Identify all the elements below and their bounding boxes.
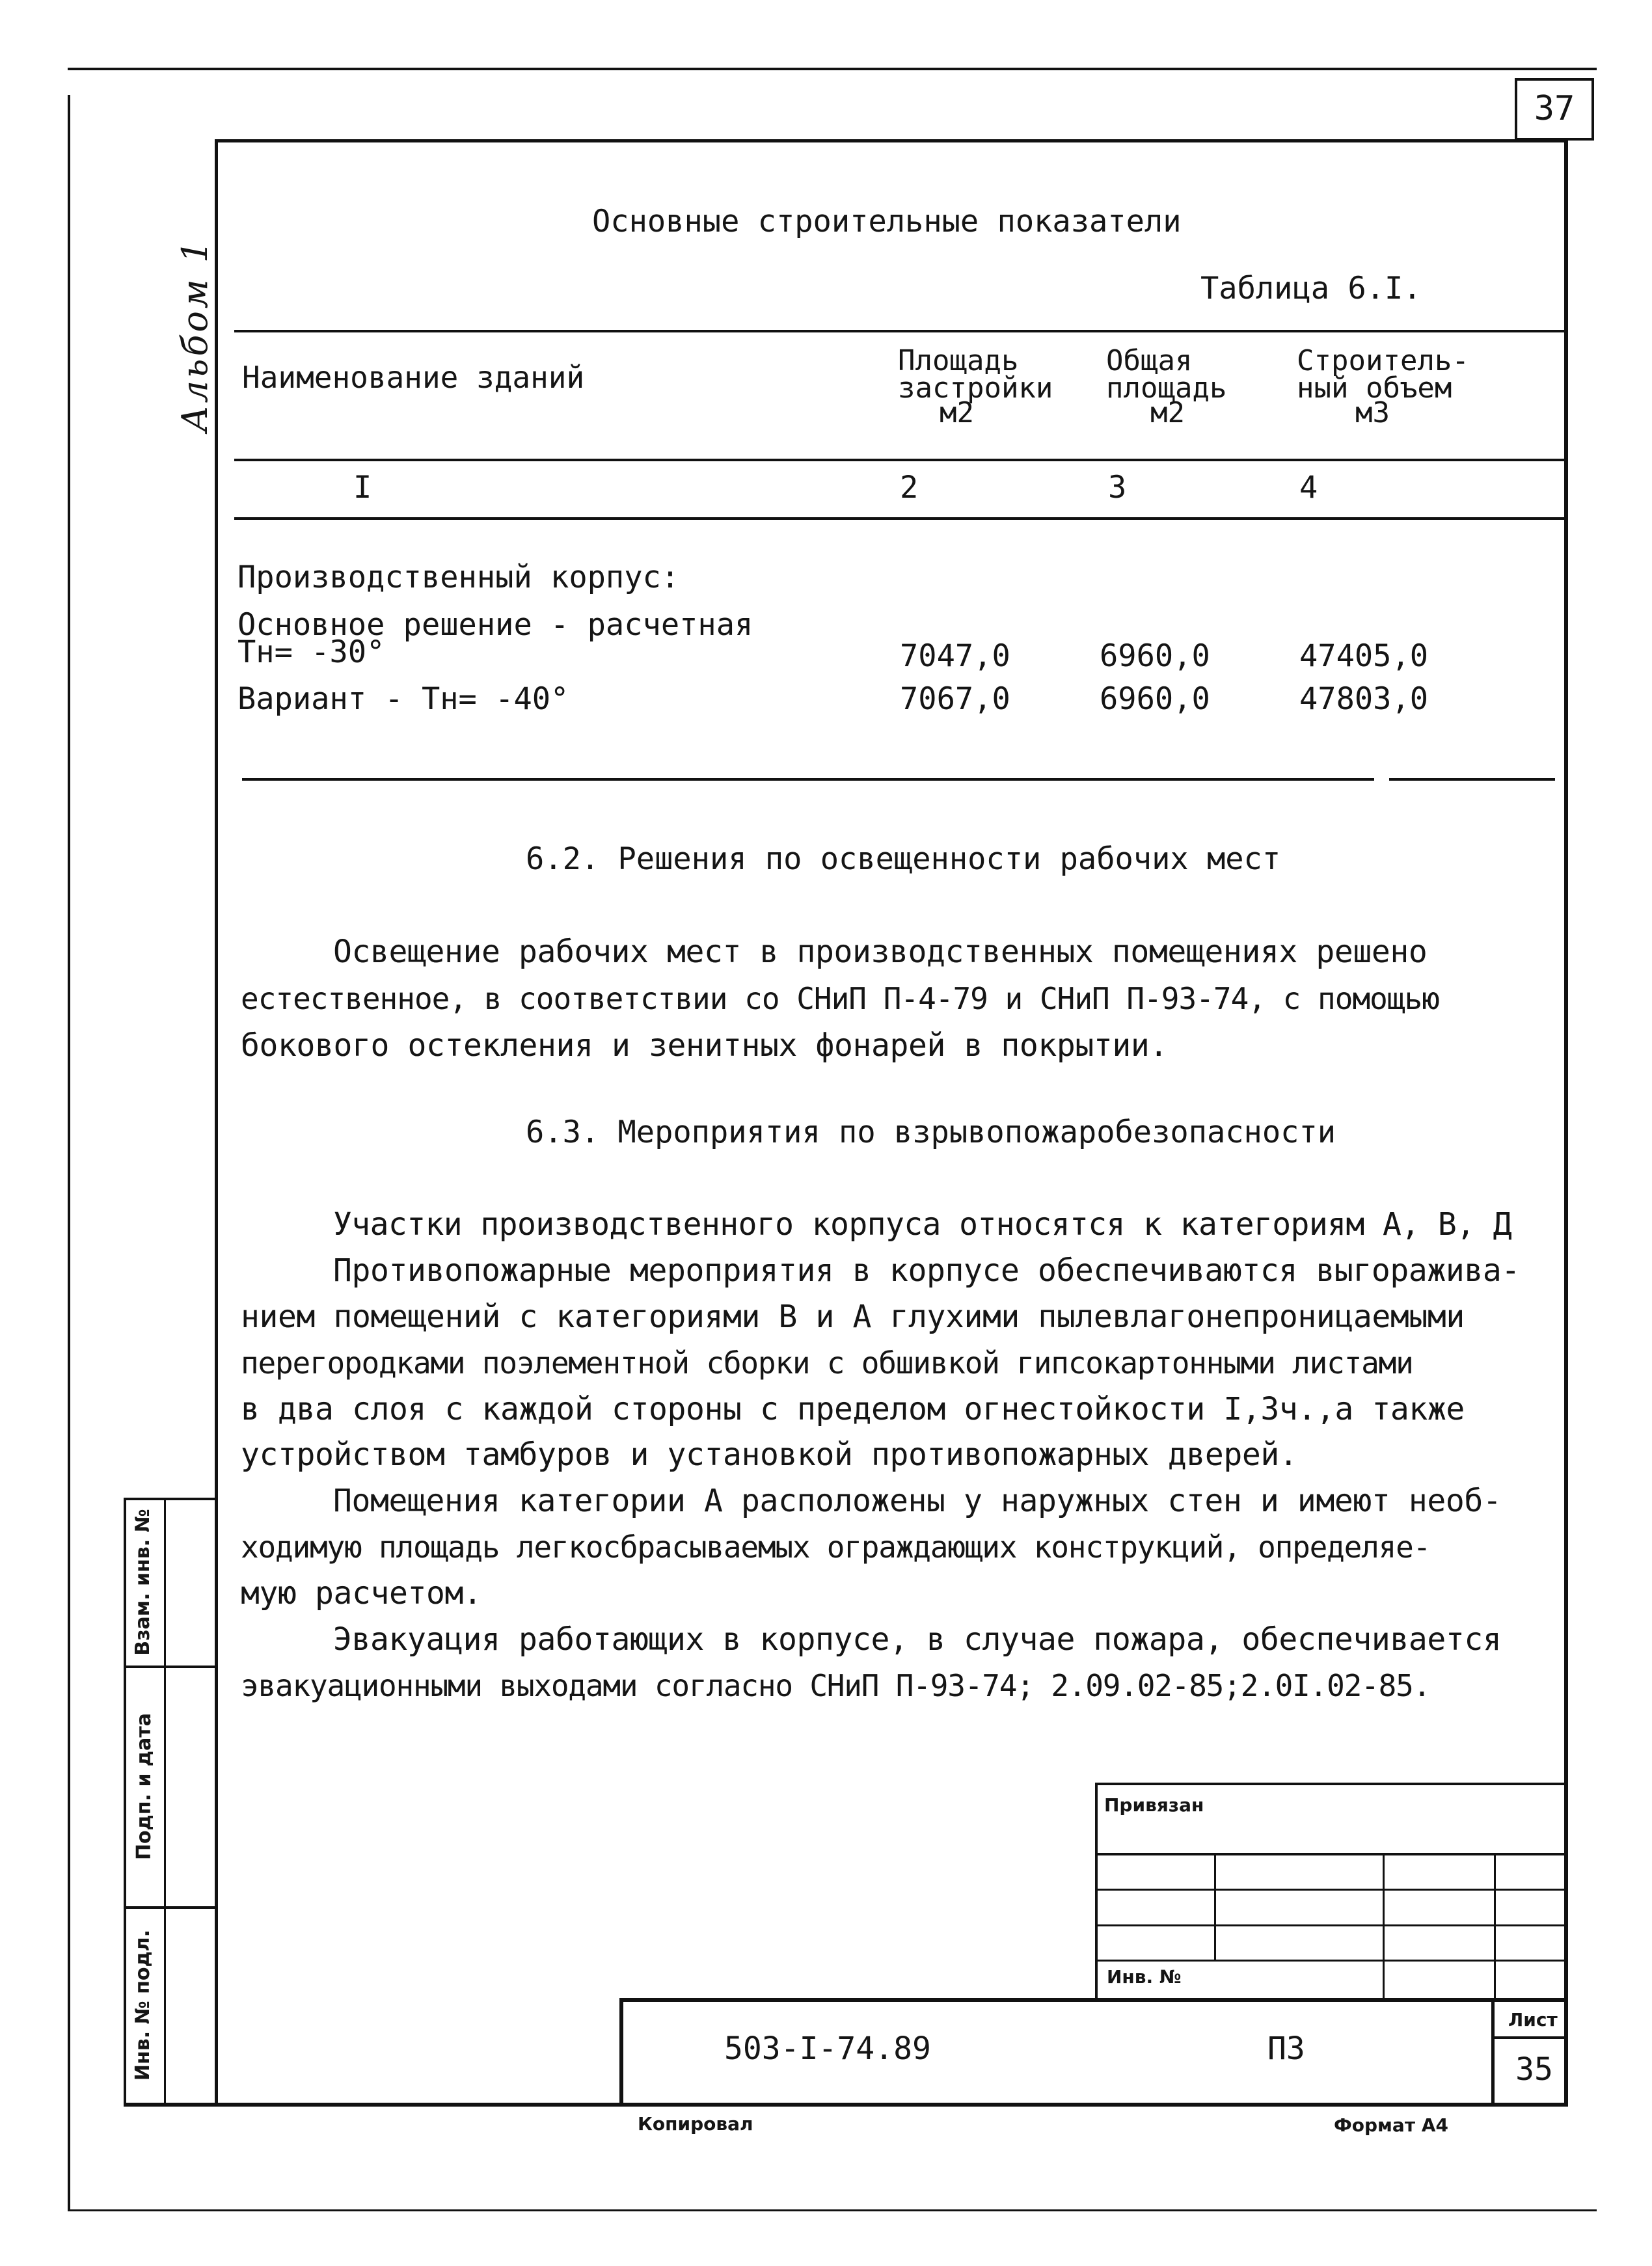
row1-volume: 47405,0 — [1299, 638, 1429, 674]
sheet-bottom-rule — [68, 2209, 1597, 2211]
side-stamp-podp: Подп. и дата — [133, 1712, 156, 1861]
side-stamp-divider — [164, 1498, 166, 2107]
row2-volume: 47803,0 — [1299, 681, 1429, 717]
table-label: Таблица 6.I. — [1200, 271, 1422, 306]
header-total-area — [1106, 346, 1262, 428]
footer-format: Формат А4 — [1334, 2114, 1448, 2136]
side-stamp-row1 — [124, 1666, 216, 1668]
tb-grid-v1 — [1214, 1853, 1216, 1960]
section-63-line-1: Участки производственного корпуса относятся к категориям А, В, Д — [333, 1206, 1512, 1243]
section-63-line-10: Эвакуация работающих в корпусе, в случае пожара, обеспечивается — [333, 1621, 1502, 1658]
section-63-line-11: эвакуационными выходами согласно СНиП П-93-74; 2.09.02-85;2.0I.02-85. — [241, 1668, 1431, 1703]
group-title: Производственный корпус: — [237, 560, 680, 595]
tb-grid-left — [1095, 1783, 1098, 2000]
side-stamp-top — [124, 1498, 216, 1500]
header-volume — [1297, 346, 1531, 428]
tb-grid-h3 — [1095, 1924, 1568, 1926]
side-stamp — [124, 1498, 216, 2107]
col-number-2: 2 — [900, 470, 919, 506]
sheet-top-rule — [68, 68, 1597, 70]
section-62-heading: 6.2. Решения по освещенности рабочих мест — [526, 841, 1281, 877]
col-number-1: I — [353, 470, 372, 506]
header-volume-l1: Строитель- — [1297, 344, 1469, 377]
header-volume-l2: ный объем — [1297, 371, 1452, 405]
tb-grid-h4 — [1095, 1960, 1568, 1962]
section-63-line-6: устройством тамбуров и установкой противопожарных дверей. — [241, 1436, 1298, 1473]
side-stamp-row2 — [124, 1906, 216, 1909]
album-note: Альбом 1 — [174, 237, 215, 433]
tb-grid-h2 — [1095, 1889, 1568, 1891]
table-header-rule — [234, 459, 1567, 461]
side-stamp-vzam: Взам. инв. № — [131, 1509, 154, 1656]
tb-grid-v3 — [1494, 1853, 1496, 2000]
row1-name-l2: Тн= -30° — [237, 634, 385, 670]
header-volume-l3: м3 — [1355, 396, 1390, 429]
footer-copied: Копировал — [638, 2113, 753, 2135]
header-name: Наименование зданий — [242, 360, 585, 395]
section-63-line-4: перегородками поэлементной сборки с обшивкой гипсокартонными листами — [241, 1345, 1413, 1381]
tb-grid-h1 — [1095, 1853, 1568, 1855]
tb-main-left — [619, 1998, 623, 2107]
col-number-3: 3 — [1108, 470, 1127, 506]
row1-total-area: 6960,0 — [1100, 638, 1210, 674]
side-stamp-left — [124, 1498, 126, 2107]
section-62-line-2: естественное, в соответствии со СНиП П-4-79 и СНиП П-93-74, с помощью — [241, 981, 1439, 1016]
frame-bottom — [124, 2103, 1568, 2107]
frame-top — [215, 139, 1568, 142]
section-63-line-2: Противопожарные мероприятия в корпусе обеспечиваются выгоражива- — [333, 1252, 1520, 1289]
corner-number: 37 — [1534, 89, 1575, 128]
tb-privyazan: Привязан — [1104, 1794, 1204, 1816]
section-63-line-9: мую расчетом. — [241, 1575, 482, 1612]
title-block-grid — [1095, 1783, 1568, 2000]
header-total-area-l1: Общая — [1106, 344, 1193, 377]
section-63-line-5: в два слоя с каждой стороны с пределом огнестойкости I,3ч.,а также — [241, 1391, 1465, 1427]
tb-sheet-label: Лист — [1508, 2009, 1558, 2030]
tb-sheet-h — [1491, 2036, 1568, 2039]
section-62-line-3: бокового остекления и зенитных фонарей в покрытии. — [241, 1027, 1168, 1064]
tb-sheet-number: 35 — [1515, 2051, 1553, 2088]
row1-area: 7047,0 — [900, 638, 1010, 674]
section-62-line-1: Освещение рабочих мест в производственных помещениях решено — [333, 934, 1428, 970]
header-building-area-l1: Площадь — [898, 344, 1019, 377]
header-total-area-l3: м2 — [1150, 396, 1185, 429]
corner-number-box — [1515, 78, 1594, 141]
row2-total-area: 6960,0 — [1100, 681, 1210, 717]
row1-name-l1: Основное решение - расчетная — [237, 607, 753, 643]
header-total-area-l2: площадь — [1106, 371, 1227, 405]
tb-doc-type: ПЗ — [1267, 2030, 1305, 2067]
section-63-line-8: ходимую площадь легкосбрасываемых ограждающих конструкций, определяе- — [241, 1530, 1431, 1565]
header-building-area-l2: застройки — [898, 371, 1053, 405]
table-bottom-rule-b — [1389, 778, 1555, 781]
header-building-area-l3: м2 — [940, 396, 974, 429]
row2-name: Вариант - Тн= -40° — [237, 681, 569, 717]
tb-grid-v2 — [1383, 1853, 1385, 2000]
table-bottom-rule-a — [242, 778, 1374, 781]
header-building-area — [898, 346, 1087, 428]
table-title: Основные строительные показатели — [592, 204, 1182, 239]
tb-grid-top — [1095, 1783, 1568, 1785]
table-number-rule — [234, 517, 1567, 520]
tb-sheet-left — [1491, 1998, 1495, 2107]
section-63-heading: 6.3. Мероприятия по взрывопожаробезопасности — [526, 1114, 1336, 1150]
tb-doc-code: 503-I-74.89 — [724, 2030, 931, 2067]
row2-area: 7067,0 — [900, 681, 1010, 717]
sheet-left-rule — [68, 95, 70, 2209]
table-top-rule — [234, 330, 1567, 332]
side-stamp-inv: Инв. № подл. — [131, 1929, 154, 2081]
tb-main-top — [623, 1998, 1568, 2002]
section-63-line-3: нием помещений с категориями В и А глухими пылевлагонепроницаемыми — [241, 1299, 1465, 1335]
tb-inv-no: Инв. № — [1107, 1966, 1182, 1988]
col-number-4: 4 — [1299, 470, 1318, 506]
section-63-line-7: Помещения категории А расположены у наружных стен и имеют необ- — [333, 1483, 1502, 1519]
